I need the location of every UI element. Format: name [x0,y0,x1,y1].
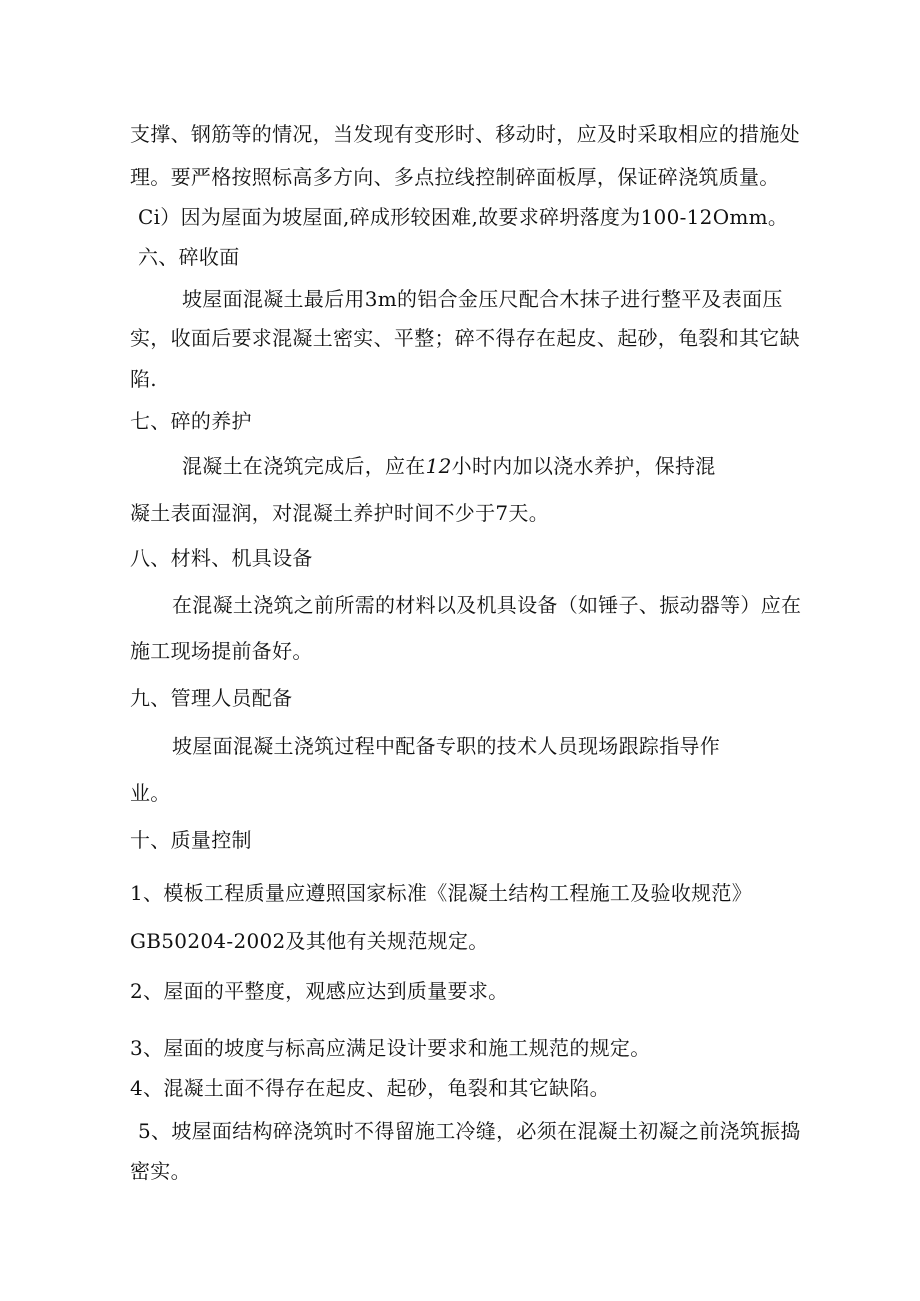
list-item-1: 1、模板工程质量应遵照国家标准《混凝土结构工程施工及验收规范》 [130,881,753,905]
section-heading-6: 六、碎收面 [138,245,240,269]
paragraph-line: 理。要严格按照标高多方向、多点拉线控制碎面板厚，保证碎浇筑质量。 [130,165,780,189]
paragraph-line: 业。 [130,781,171,805]
list-item-5: 5、坡屋面结构碎浇筑时不得留施工冷缝，必须在混凝土初凝之前浇筑振捣 [138,1119,801,1143]
paragraph-line: 在混凝土浇筑之前所需的材料以及机具设备（如锤子、振动器等）应在 [172,593,802,617]
section-heading-8: 八、材料、机具设备 [130,546,313,570]
section-heading-10: 十、质量控制 [130,828,252,852]
paragraph-line: 施工现场提前备好。 [130,639,313,663]
list-item-5-continued: 密实。 [130,1159,191,1183]
text-segment: 混凝土在浇筑完成后，应在 [182,454,426,478]
paragraph-line: Ci）因为屋面为坡屋面,碎成形较困难,故要求碎坍落度为100-12Omm。 [138,205,789,229]
list-item-4: 4、混凝土面不得存在起皮、起砂，龟裂和其它缺陷。 [130,1076,610,1100]
paragraph-line: 坡屋面混凝土最后用3m的铝合金压尺配合木抹子进行整平及表面压 [182,287,783,311]
list-item-2: 2、屋面的平整度，观感应达到质量要求。 [130,979,509,1003]
paragraph-line: 支撑、钢筋等的情况，当发现有变形时、移动时，应及时采取相应的措施处 [130,122,800,146]
paragraph-line: 坡屋面混凝土浇筑过程中配备专职的技术人员现场跟踪指导作 [172,734,721,758]
list-item-1-continued: GB50204-2002及其他有关规范规定。 [130,929,489,953]
paragraph-line: 陷. [130,367,157,391]
paragraph-line: 实，收面后要求混凝土密实、平整；碎不得存在起皮、起砂，龟裂和其它缺 [130,326,800,350]
list-item-3: 3、屋面的坡度与标高应满足设计要求和施工规范的规定。 [130,1036,651,1060]
paragraph-line: 凝土表面湿润，对混凝土养护时间不少于7天。 [130,501,550,525]
section-heading-7: 七、碎的养护 [130,409,252,433]
paragraph-line [182,453,716,479]
text-segment: 小时内加以浇水养护，保持混 [451,454,716,478]
text-segment-italic: 12 [425,454,452,478]
section-heading-9: 九、管理人员配备 [130,686,293,710]
